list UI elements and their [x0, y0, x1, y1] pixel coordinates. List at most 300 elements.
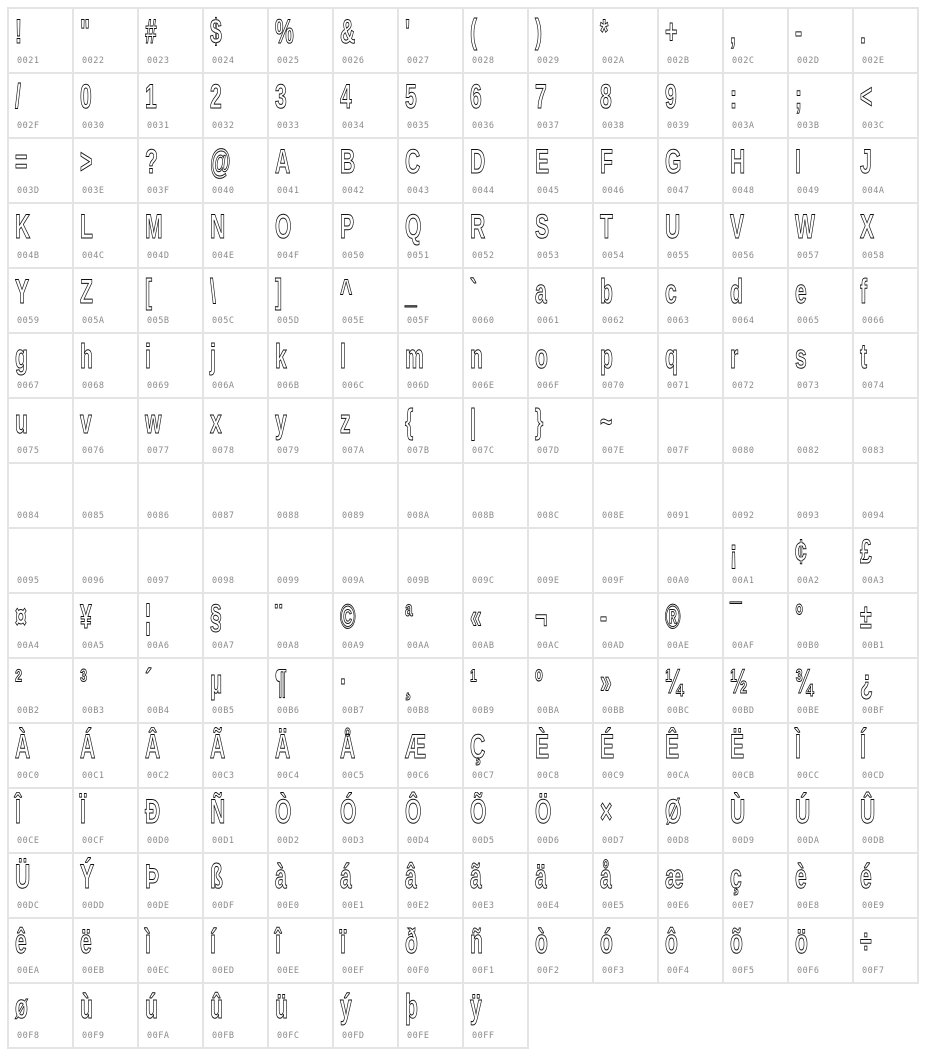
glyph-cell[interactable]: [854, 789, 917, 852]
glyph-cell[interactable]: [204, 74, 267, 137]
glyph-code-label: 00BA: [537, 706, 560, 716]
glyph-cell[interactable]: [464, 269, 527, 332]
glyph-cell[interactable]: [9, 594, 72, 657]
glyph-cell[interactable]: [529, 139, 592, 202]
glyph-cell[interactable]: [9, 334, 72, 397]
glyph-cell[interactable]: [659, 594, 722, 657]
glyph-cell[interactable]: [529, 789, 592, 852]
glyph-cell[interactable]: [724, 9, 787, 72]
glyph-cell[interactable]: [334, 9, 397, 72]
glyph-cell[interactable]: [204, 984, 267, 1047]
glyph-cell[interactable]: [659, 74, 722, 137]
glyph-cell[interactable]: [854, 854, 917, 917]
glyph-preview: n: [470, 338, 483, 376]
glyph-preview: w: [145, 403, 162, 441]
glyph-preview: L: [80, 208, 93, 246]
glyph-cell[interactable]: [854, 724, 917, 787]
glyph-cell[interactable]: [659, 919, 722, 982]
glyph-cell[interactable]: [204, 204, 267, 267]
glyph-cell[interactable]: [334, 594, 397, 657]
glyph-cell[interactable]: [74, 399, 137, 462]
glyph-preview: ~: [600, 403, 613, 441]
glyph-cell[interactable]: [789, 204, 852, 267]
glyph-cell[interactable]: [659, 399, 722, 462]
glyph-cell[interactable]: [464, 594, 527, 657]
glyph-code-label: 00DD: [82, 901, 105, 911]
glyph-cell[interactable]: [139, 594, 202, 657]
glyph-cell[interactable]: [594, 399, 657, 462]
glyph-cell[interactable]: [789, 854, 852, 917]
glyph-cell[interactable]: [204, 334, 267, 397]
glyph-cell[interactable]: [659, 9, 722, 72]
glyph-cell[interactable]: [204, 139, 267, 202]
glyph-cell[interactable]: [74, 334, 137, 397]
glyph-cell[interactable]: [9, 919, 72, 982]
glyph-code-label: 00B8: [407, 706, 430, 716]
glyph-preview: ·: [340, 663, 348, 701]
glyph-cell[interactable]: [789, 269, 852, 332]
glyph-preview: Ì: [795, 728, 801, 766]
glyph-cell[interactable]: [464, 399, 527, 462]
glyph-cell[interactable]: [464, 984, 527, 1047]
glyph-cell[interactable]: [529, 399, 592, 462]
glyph-cell[interactable]: [789, 919, 852, 982]
glyph-cell[interactable]: [139, 919, 202, 982]
glyph-cell[interactable]: [464, 724, 527, 787]
glyph-cell[interactable]: [9, 9, 72, 72]
glyph-code-label: 0065: [797, 316, 820, 326]
glyph-cell[interactable]: [529, 919, 592, 982]
glyph-cell[interactable]: [724, 334, 787, 397]
glyph-cell[interactable]: [789, 724, 852, 787]
glyph-cell[interactable]: [74, 984, 137, 1047]
glyph-code-label: 009C: [472, 576, 495, 586]
glyph-preview: s: [795, 338, 807, 376]
glyph-code-label: 003E: [82, 186, 105, 196]
glyph-cell[interactable]: [789, 464, 852, 527]
glyph-cell[interactable]: [204, 919, 267, 982]
glyph-cell[interactable]: [464, 529, 527, 592]
glyph-cell[interactable]: [269, 9, 332, 72]
glyph-cell[interactable]: [204, 724, 267, 787]
glyph-cell[interactable]: [464, 919, 527, 982]
glyph-cell[interactable]: [724, 854, 787, 917]
glyph-preview: Ó: [340, 793, 357, 831]
glyph-cell[interactable]: [204, 269, 267, 332]
glyph-preview: ¥: [80, 598, 92, 636]
glyph-cell[interactable]: [399, 334, 462, 397]
glyph-preview: }: [535, 403, 544, 441]
glyph-preview: ¿: [860, 663, 873, 701]
glyph-cell[interactable]: [464, 334, 527, 397]
glyph-preview: ,: [730, 13, 736, 51]
glyph-cell[interactable]: [9, 789, 72, 852]
glyph-cell[interactable]: [659, 204, 722, 267]
glyph-code-label: 00C0: [17, 771, 40, 781]
glyph-cell[interactable]: [269, 269, 332, 332]
glyph-cell[interactable]: [399, 139, 462, 202]
glyph-code-label: 0043: [407, 186, 430, 196]
glyph-cell[interactable]: [594, 269, 657, 332]
glyph-cell[interactable]: [789, 74, 852, 137]
glyph-cell[interactable]: [334, 724, 397, 787]
glyph-cell[interactable]: [269, 204, 332, 267]
glyph-cell[interactable]: [9, 74, 72, 137]
glyph-cell[interactable]: [529, 334, 592, 397]
glyph-cell[interactable]: [724, 724, 787, 787]
glyph-preview: 4: [340, 78, 352, 116]
glyph-code-label: 00C6: [407, 771, 430, 781]
glyph-cell[interactable]: [594, 139, 657, 202]
glyph-cell[interactable]: [139, 854, 202, 917]
glyph-cell[interactable]: [74, 594, 137, 657]
glyph-code-label: 007E: [602, 446, 625, 456]
glyph-cell[interactable]: [9, 204, 72, 267]
glyph-preview: ¯: [730, 598, 742, 636]
glyph-cell[interactable]: [724, 139, 787, 202]
glyph-cell[interactable]: [854, 139, 917, 202]
glyph-cell[interactable]: [399, 789, 462, 852]
glyph-cell[interactable]: [854, 399, 917, 462]
glyph-cell[interactable]: [724, 269, 787, 332]
glyph-cell[interactable]: [334, 139, 397, 202]
glyph-cell[interactable]: [334, 984, 397, 1047]
glyph-code-label: 0022: [82, 56, 105, 66]
glyph-cell[interactable]: [334, 789, 397, 852]
glyph-cell[interactable]: [74, 464, 137, 527]
glyph-cell[interactable]: [724, 659, 787, 722]
glyph-preview: @: [210, 143, 231, 181]
glyph-cell[interactable]: [74, 74, 137, 137]
glyph-cell[interactable]: [724, 529, 787, 592]
glyph-cell[interactable]: [529, 74, 592, 137]
glyph-cell[interactable]: [854, 9, 917, 72]
glyph-preview: º: [535, 663, 543, 701]
glyph-preview: c: [665, 273, 677, 311]
glyph-cell[interactable]: [334, 334, 397, 397]
glyph-cell[interactable]: [139, 204, 202, 267]
glyph-cell[interactable]: [74, 269, 137, 332]
glyph-cell[interactable]: [529, 724, 592, 787]
glyph-cell[interactable]: [399, 204, 462, 267]
glyph-cell[interactable]: [659, 854, 722, 917]
glyph-cell[interactable]: [74, 789, 137, 852]
glyph-cell[interactable]: [269, 659, 332, 722]
glyph-cell[interactable]: [399, 594, 462, 657]
glyph-cell[interactable]: [464, 854, 527, 917]
glyph-cell[interactable]: [854, 74, 917, 137]
glyph-code-label: 00FA: [147, 1031, 170, 1041]
glyph-preview: £: [860, 533, 872, 571]
glyph-code-label: 00FF: [472, 1031, 495, 1041]
glyph-code-label: 0042: [342, 186, 365, 196]
glyph-cell[interactable]: [724, 204, 787, 267]
glyph-cell[interactable]: [399, 399, 462, 462]
glyph-cell[interactable]: [9, 139, 72, 202]
glyph-cell[interactable]: [594, 724, 657, 787]
glyph-cell[interactable]: [269, 464, 332, 527]
glyph-cell[interactable]: [74, 139, 137, 202]
glyph-code-label: 00AF: [732, 641, 755, 651]
glyph-cell[interactable]: [529, 269, 592, 332]
glyph-preview: ã: [470, 858, 482, 896]
glyph-cell[interactable]: [464, 464, 527, 527]
glyph-preview: à: [275, 858, 287, 896]
glyph-cell[interactable]: [724, 399, 787, 462]
glyph-cell[interactable]: [9, 399, 72, 462]
glyph-cell[interactable]: [529, 464, 592, 527]
glyph-cell[interactable]: [529, 9, 592, 72]
glyph-cell[interactable]: [464, 9, 527, 72]
glyph-cell[interactable]: [269, 724, 332, 787]
glyph-cell[interactable]: [789, 594, 852, 657]
glyph-cell[interactable]: [334, 269, 397, 332]
glyph-cell[interactable]: [139, 724, 202, 787]
glyph-cell[interactable]: [594, 529, 657, 592]
glyph-cell[interactable]: [529, 854, 592, 917]
glyph-cell[interactable]: [854, 334, 917, 397]
glyph-code-label: 00FD: [342, 1031, 365, 1041]
glyph-cell[interactable]: [594, 204, 657, 267]
glyph-cell[interactable]: [334, 919, 397, 982]
glyph-cell[interactable]: [724, 789, 787, 852]
glyph-cell[interactable]: [269, 334, 332, 397]
glyph-cell[interactable]: [659, 334, 722, 397]
glyph-cell[interactable]: [464, 659, 527, 722]
glyph-cell[interactable]: [789, 139, 852, 202]
glyph-cell[interactable]: [74, 659, 137, 722]
glyph-cell[interactable]: [789, 9, 852, 72]
glyph-code-label: 00CF: [82, 836, 105, 846]
glyph-cell[interactable]: [464, 789, 527, 852]
glyph-cell[interactable]: [659, 269, 722, 332]
glyph-preview: ÷: [860, 923, 872, 961]
glyph-cell[interactable]: [399, 9, 462, 72]
glyph-cell[interactable]: [854, 204, 917, 267]
glyph-code-label: 00D1: [212, 836, 235, 846]
glyph-cell[interactable]: [269, 139, 332, 202]
glyph-code-label: 00E9: [862, 901, 885, 911]
glyph-cell[interactable]: [9, 464, 72, 527]
glyph-cell[interactable]: [334, 74, 397, 137]
glyph-cell[interactable]: [139, 139, 202, 202]
glyph-cell[interactable]: [594, 464, 657, 527]
glyph-cell[interactable]: [334, 204, 397, 267]
glyph-cell[interactable]: [659, 789, 722, 852]
glyph-code-label: 009F: [602, 576, 625, 586]
glyph-preview: $: [210, 13, 222, 51]
glyph-cell[interactable]: [659, 659, 722, 722]
glyph-cell[interactable]: [269, 854, 332, 917]
glyph-preview: N: [210, 208, 226, 246]
glyph-code-label: 005E: [342, 316, 365, 326]
glyph-code-label: 008B: [472, 511, 495, 521]
glyph-cell[interactable]: [204, 594, 267, 657]
glyph-code-label: 0034: [342, 121, 365, 131]
glyph-preview: Ï: [80, 793, 86, 831]
glyph-cell[interactable]: [659, 139, 722, 202]
glyph-cell[interactable]: [724, 464, 787, 527]
glyph-code-label: 0057: [797, 251, 820, 261]
glyph-cell[interactable]: [204, 464, 267, 527]
glyph-cell[interactable]: [139, 464, 202, 527]
glyph-cell[interactable]: [334, 529, 397, 592]
glyph-cell[interactable]: [9, 659, 72, 722]
glyph-code-label: 0068: [82, 381, 105, 391]
glyph-cell[interactable]: [399, 74, 462, 137]
glyph-code-label: 00DF: [212, 901, 235, 911]
glyph-cell[interactable]: [204, 529, 267, 592]
glyph-cell[interactable]: [139, 529, 202, 592]
glyph-preview: ç: [730, 858, 742, 896]
glyph-cell[interactable]: [789, 659, 852, 722]
glyph-cell[interactable]: [334, 399, 397, 462]
glyph-cell[interactable]: [724, 594, 787, 657]
glyph-cell[interactable]: [9, 724, 72, 787]
glyph-cell[interactable]: [9, 529, 72, 592]
glyph-preview: ¡: [730, 533, 738, 571]
glyph-preview: ²: [15, 663, 23, 701]
glyph-cell[interactable]: [334, 659, 397, 722]
glyph-cell[interactable]: [659, 529, 722, 592]
glyph-code-label: 004B: [17, 251, 40, 261]
glyph-preview: ^: [340, 273, 353, 311]
glyph-code-label: 0099: [277, 576, 300, 586]
glyph-preview: \: [210, 273, 216, 311]
glyph-cell[interactable]: [334, 854, 397, 917]
glyph-cell[interactable]: [204, 659, 267, 722]
glyph-cell[interactable]: [464, 139, 527, 202]
glyph-cell[interactable]: [269, 399, 332, 462]
glyph-cell[interactable]: [399, 854, 462, 917]
glyph-cell[interactable]: [74, 854, 137, 917]
glyph-cell[interactable]: [399, 984, 462, 1047]
glyph-cell[interactable]: [139, 9, 202, 72]
glyph-cell[interactable]: [269, 984, 332, 1047]
glyph-cell[interactable]: [139, 984, 202, 1047]
glyph-cell[interactable]: [399, 919, 462, 982]
glyph-cell[interactable]: [594, 334, 657, 397]
glyph-code-label: 0082: [797, 446, 820, 456]
glyph-code-label: 00F6: [797, 966, 820, 976]
glyph-cell[interactable]: [204, 789, 267, 852]
glyph-cell[interactable]: [9, 269, 72, 332]
glyph-cell[interactable]: [139, 659, 202, 722]
glyph-cell[interactable]: [399, 269, 462, 332]
glyph-preview: þ: [405, 988, 418, 1026]
glyph-cell[interactable]: [789, 334, 852, 397]
glyph-preview: õ: [730, 923, 743, 961]
glyph-cell[interactable]: [74, 9, 137, 72]
glyph-cell[interactable]: [269, 594, 332, 657]
glyph-code-label: 0037: [537, 121, 560, 131]
glyph-preview: ó: [600, 923, 613, 961]
glyph-cell[interactable]: [139, 789, 202, 852]
glyph-cell[interactable]: [334, 464, 397, 527]
glyph-code-label: 0055: [667, 251, 690, 261]
glyph-cell[interactable]: [74, 529, 137, 592]
glyph-cell[interactable]: [74, 724, 137, 787]
glyph-preview: 0: [80, 78, 92, 116]
glyph-cell[interactable]: [9, 984, 72, 1047]
glyph-cell[interactable]: [594, 9, 657, 72]
glyph-cell[interactable]: [594, 919, 657, 982]
glyph-preview: -: [795, 13, 803, 51]
glyph-code-label: 0075: [17, 446, 40, 456]
glyph-cell[interactable]: [594, 659, 657, 722]
glyph-cell[interactable]: [464, 204, 527, 267]
glyph-cell[interactable]: [594, 854, 657, 917]
glyph-preview: ª: [405, 598, 413, 636]
glyph-cell[interactable]: [139, 269, 202, 332]
glyph-cell[interactable]: [594, 594, 657, 657]
glyph-cell[interactable]: [204, 9, 267, 72]
glyph-cell[interactable]: [659, 724, 722, 787]
glyph-preview: Z: [80, 273, 93, 311]
glyph-code-label: 0033: [277, 121, 300, 131]
glyph-cell[interactable]: [529, 594, 592, 657]
glyph-cell[interactable]: [529, 204, 592, 267]
glyph-code-label: 006F: [537, 381, 560, 391]
glyph-cell[interactable]: [789, 529, 852, 592]
glyph-cell[interactable]: [399, 724, 462, 787]
glyph-cell[interactable]: [594, 74, 657, 137]
glyph-code-label: 004D: [147, 251, 170, 261]
glyph-cell[interactable]: [854, 529, 917, 592]
glyph-cell[interactable]: [399, 659, 462, 722]
glyph-cell[interactable]: [854, 594, 917, 657]
glyph-cell[interactable]: [269, 919, 332, 982]
glyph-cell[interactable]: [139, 399, 202, 462]
glyph-cell[interactable]: [464, 74, 527, 137]
glyph-cell[interactable]: [854, 269, 917, 332]
glyph-code-label: 0032: [212, 121, 235, 131]
glyph-cell[interactable]: [789, 789, 852, 852]
glyph-cell[interactable]: [854, 464, 917, 527]
glyph-preview: M: [145, 208, 163, 246]
glyph-cell[interactable]: [269, 529, 332, 592]
glyph-cell[interactable]: [789, 399, 852, 462]
glyph-code-label: 0097: [147, 576, 170, 586]
glyph-preview: »: [600, 663, 612, 701]
glyph-cell[interactable]: [269, 74, 332, 137]
glyph-cell[interactable]: [204, 399, 267, 462]
glyph-cell[interactable]: [139, 74, 202, 137]
glyph-cell[interactable]: [139, 334, 202, 397]
glyph-cell[interactable]: [854, 659, 917, 722]
glyph-preview: `: [470, 273, 478, 311]
glyph-cell[interactable]: [399, 529, 462, 592]
glyph-cell[interactable]: [659, 464, 722, 527]
glyph-preview: 9: [665, 78, 677, 116]
glyph-cell[interactable]: [74, 919, 137, 982]
glyph-cell[interactable]: [594, 789, 657, 852]
glyph-preview: b: [600, 273, 613, 311]
glyph-cell[interactable]: [529, 529, 592, 592]
glyph-preview: À: [15, 728, 31, 766]
glyph-cell[interactable]: [724, 74, 787, 137]
glyph-cell[interactable]: [724, 919, 787, 982]
glyph-code-label: 00DC: [17, 901, 40, 911]
glyph-cell[interactable]: [399, 464, 462, 527]
glyph-cell[interactable]: [269, 789, 332, 852]
glyph-cell[interactable]: [74, 204, 137, 267]
glyph-cell[interactable]: [204, 854, 267, 917]
glyph-cell[interactable]: [529, 659, 592, 722]
glyph-cell[interactable]: [854, 919, 917, 982]
glyph-cell[interactable]: [9, 854, 72, 917]
glyph-code-label: 00FB: [212, 1031, 235, 1041]
